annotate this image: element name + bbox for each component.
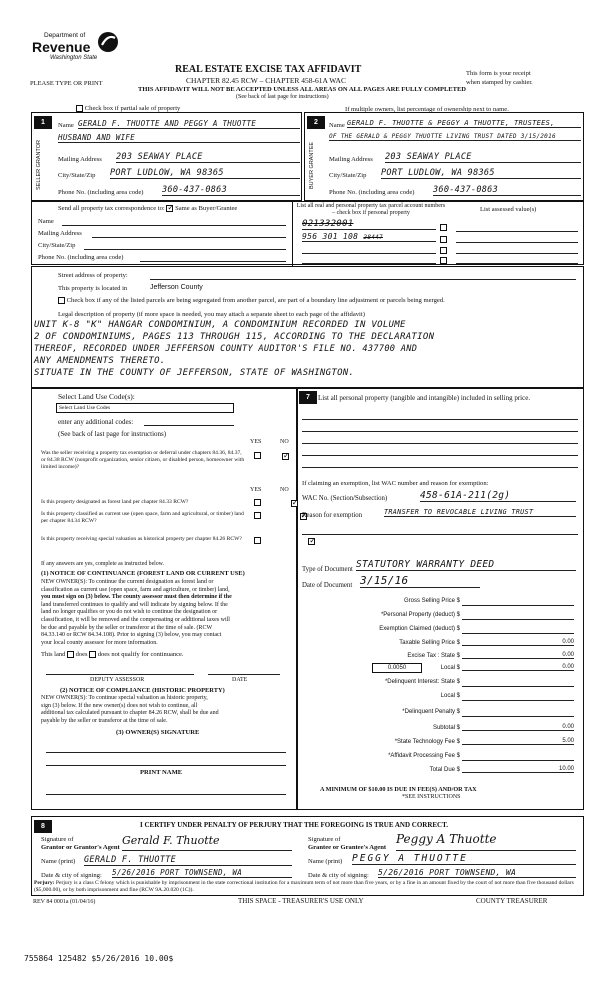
- yes-header-2: YES: [250, 487, 262, 493]
- personal-line-4[interactable]: [302, 455, 578, 456]
- notice1-line-e: land no longer qualifies or you do not wish to continue the designation or: [41, 609, 218, 616]
- delinq-state-field[interactable]: [462, 686, 574, 687]
- parcel-3[interactable]: [302, 253, 436, 254]
- grantor-name-label: Name (print): [41, 858, 76, 865]
- notice1-title: (1) NOTICE OF CONTINUANCE (FOREST LAND OR CURRENT USE): [41, 570, 245, 577]
- revenue-logo: [30, 32, 130, 68]
- form-warning: THIS AFFIDAVIT WILL NOT BE ACCEPTED UNLESS ALL AREAS ON ALL PAGES ARE FULLY COMPLETED: [138, 86, 466, 93]
- personal-line-1[interactable]: [302, 419, 578, 420]
- dept-text: Department of: [44, 32, 86, 39]
- minimum-note: A MINIMUM OF $10.00 IS DUE IN FEE(S) AND/OR TAX: [320, 786, 477, 793]
- land-use-section: [31, 388, 297, 810]
- sec8-number: 8: [34, 820, 52, 833]
- doc-date-label: Date of Document: [302, 582, 353, 589]
- assessed-value-3[interactable]: [456, 253, 578, 254]
- doc-type-value[interactable]: STATUTORY WARRANTY DEED: [356, 559, 576, 571]
- same-as-buyer-checkbox[interactable]: [166, 205, 173, 212]
- owner-sig-label: (3) OWNER(S) SIGNATURE: [116, 729, 200, 736]
- seller-mail-label: Mailing Address: [58, 156, 102, 163]
- deputy-label: DEPUTY ASSESSOR: [90, 677, 145, 683]
- q2-text: Is this property designated as forest land per chapter 84.33 RCW?: [41, 499, 189, 505]
- continuance-row: [41, 651, 184, 658]
- buyer-city-label: City/State/Zip: [329, 172, 367, 179]
- receipt-note-2: when stamped by cashier.: [466, 79, 533, 86]
- notice2-line-c: additional tax calculated pursuant to chapter 84.26 RCW, shall be due and: [41, 710, 219, 717]
- gross-label: Gross Selling Price $: [403, 598, 460, 604]
- correspondence-text: Send all property tax correspondence to:: [58, 205, 165, 213]
- exemption-label: If claiming an exemption, list WAC number and reason for exemption:: [302, 480, 489, 487]
- seller-city-label: City/State/Zip: [58, 172, 96, 179]
- yes-header-1: YES: [250, 439, 262, 445]
- street-field[interactable]: [150, 279, 576, 280]
- notice1-line-d: land transferred continues to qualify and will indicate by signing below. If the: [41, 601, 228, 608]
- legal-label: Legal description of property (if more space is needed, you may attach a separate sheet to each page of the affidavit): [58, 311, 365, 318]
- buyer-side-label: BUYER GRANTEE: [309, 141, 315, 189]
- section-8: [31, 816, 584, 896]
- print-name-line[interactable]: [46, 794, 286, 795]
- assessed-header: List assessed value(s): [480, 206, 537, 213]
- seller-name-line1[interactable]: GERALD F. THUOTTE AND PEGGY A THUOTTE: [78, 119, 300, 129]
- grantor-name[interactable]: GERALD F. THUOTTE: [84, 855, 292, 866]
- personal-line-2[interactable]: [302, 431, 578, 432]
- parcel-3-personal-checkbox[interactable]: [440, 247, 447, 254]
- local-label: Local $: [440, 665, 460, 671]
- form-chapter: CHAPTER 82.45 RCW – CHAPTER 458-61A WAC: [186, 76, 346, 85]
- subtotal-label: Subtotal $: [432, 725, 460, 731]
- buyer-name-line1[interactable]: GERALD F. THUOTTE & PEGGY A THUOTTE, TRUSTEES,: [347, 119, 581, 128]
- form-title: REAL ESTATE EXCISE TAX AFFIDAVIT: [175, 64, 362, 75]
- parcel-divider: [292, 202, 293, 266]
- land-use-select-label: Select Land Use Code(s):: [58, 392, 135, 401]
- buyer-name-label: Name: [329, 122, 345, 129]
- grantee-signature[interactable]: [396, 832, 576, 851]
- agency-text: Revenue: [32, 39, 91, 55]
- excise-state-value[interactable]: 0.00: [462, 652, 574, 659]
- grantee-name[interactable]: PEGGY A THUOTTE: [352, 853, 576, 865]
- taxable-label: Taxable Selling Price $: [399, 640, 460, 646]
- additional-codes-label: enter any additional codes:: [58, 418, 134, 426]
- notice2-body: [41, 695, 291, 725]
- buyer-name-line2[interactable]: OF THE GERALD & PEGGY THUOTTE LIVING TRUST DATED 3/15/2016: [329, 133, 581, 141]
- corr-mail-field[interactable]: [92, 237, 286, 238]
- wac-value[interactable]: 458-61A-211(2g): [420, 490, 576, 502]
- delinq-local-field[interactable]: [462, 700, 574, 701]
- seller-number: 1: [34, 116, 52, 129]
- correspondence-label: [58, 205, 237, 212]
- legal-line-5[interactable]: SITUATE IN THE COUNTY OF JEFFERSON, STATE OF WASHINGTON.: [34, 368, 355, 378]
- delinq-penalty-field[interactable]: [462, 716, 574, 717]
- seller-phone-label: Phone No. (including area code): [58, 189, 144, 196]
- section-7: [297, 388, 584, 810]
- buyer-city[interactable]: PORT LUDLOW, WA 98365: [381, 168, 581, 179]
- personal-line-5[interactable]: [302, 467, 578, 468]
- this-land-label: This land: [41, 651, 66, 658]
- buyer-phone-label: Phone No. (including area code): [329, 189, 415, 196]
- q1-no-checkbox[interactable]: [282, 453, 289, 460]
- total-value[interactable]: 10.00: [462, 766, 574, 773]
- parcel-1-number: 956 301 108: [302, 232, 359, 241]
- corr-name-label: Name: [38, 218, 54, 225]
- land-use-select-value: Select Land Use Codes: [59, 405, 111, 411]
- notice2-line-b: sign (3) below. If the new owner(s) does not wish to continue, all: [41, 702, 198, 709]
- does-label: does: [75, 651, 88, 658]
- reason-line-2[interactable]: [302, 534, 578, 535]
- corr-mail-label: Mailing Address: [38, 230, 82, 237]
- segregated-row: [58, 297, 445, 304]
- grantee-sig-label-b: Grantee or Grantee's Agent: [308, 844, 387, 851]
- parcel-1-suffix: 28447: [363, 234, 383, 241]
- exemption-ded-field[interactable]: [462, 633, 574, 634]
- notice1-line-f: classification, it will be removed and the compensating or additional taxes will: [41, 616, 230, 623]
- personal-property-label: List all personal property (tangible and intangible) included in selling price.: [318, 394, 531, 402]
- no-header-2: NO: [280, 487, 289, 493]
- form-see-back: (See back of last page for instructions): [236, 94, 329, 100]
- excise-state-label: Excise Tax : State $: [407, 653, 460, 659]
- seller-name-line2[interactable]: HUSBAND AND WIFE: [58, 133, 300, 143]
- q3-text: Is this property classified as current use (open space, farm and agricultural, or timber) land per chapter 84.34 RCW?: [41, 511, 244, 524]
- sec7-number: 7: [299, 391, 317, 404]
- buyer-section: [304, 112, 584, 201]
- delinq-penalty-label: *Delinquent Penalty $: [402, 709, 460, 715]
- parcel-1-personal-checkbox[interactable]: [440, 224, 447, 231]
- doc-type-label: Type of Document: [302, 566, 353, 573]
- parcel-2-personal-checkbox[interactable]: [440, 236, 447, 243]
- notice2-title: (2) NOTICE OF COMPLIANCE (HISTORIC PROPERTY): [60, 687, 225, 694]
- assessed-value-4[interactable]: [456, 263, 578, 264]
- corr-city-field[interactable]: [84, 249, 286, 250]
- reason-value[interactable]: TRANSFER TO REVOCABLE LIVING TRUST: [384, 508, 576, 517]
- assessed-value-1[interactable]: [456, 231, 578, 232]
- state-text: Washington State: [50, 55, 98, 61]
- assessed-value-2[interactable]: [456, 242, 578, 243]
- buyer-mail-label: Mailing Address: [329, 156, 373, 163]
- total-label: Total Due $: [429, 767, 460, 773]
- buyer-phone[interactable]: 360-437-0863: [433, 185, 581, 196]
- taxable-value[interactable]: 0.00: [462, 639, 574, 646]
- grantor-signature-text: Gerald F. Thuotte: [122, 834, 220, 847]
- partial-sale-row: [76, 104, 180, 112]
- corr-name-field[interactable]: [62, 225, 286, 226]
- grantee-date-label: Date & city of signing:: [308, 872, 369, 879]
- seller-mail[interactable]: 203 SEAWAY PLACE: [116, 152, 300, 163]
- receipt-stamp: 755864 125482 $5/26/2016 10.00$: [24, 954, 174, 963]
- county-value[interactable]: Jefferson County: [150, 284, 203, 291]
- qualify-label: qualify for continuance.: [121, 651, 184, 658]
- owner-sig-line-2[interactable]: [46, 765, 286, 766]
- local-value[interactable]: 0.00: [462, 664, 574, 671]
- buyer-mail[interactable]: 203 SEAWAY PLACE: [385, 152, 581, 163]
- does-checkbox[interactable]: [67, 651, 74, 658]
- tech-fee-label: *State Technology Fee $: [394, 739, 460, 745]
- personal-line-3[interactable]: [302, 443, 578, 444]
- partial-sale-label: Check box if partial sale of property: [84, 105, 181, 112]
- seller-side-label: SELLER GRANTOR: [36, 139, 42, 191]
- gross-field[interactable]: [462, 605, 574, 606]
- reason-label: Reason for exemption: [302, 512, 363, 519]
- grantor-sig-label-a: Signature of: [41, 836, 74, 843]
- doc-date-value[interactable]: 3/15/16: [360, 574, 480, 588]
- notice1-line-a: NEW OWNER(S): To continue the current designation as forest land or: [41, 579, 214, 585]
- grantor-date-label: Date & city of signing:: [41, 872, 102, 879]
- type-or-print: PLEASE TYPE OR PRINT: [30, 80, 103, 87]
- parcel-1[interactable]: [302, 232, 436, 242]
- partial-sale-checkbox[interactable]: [76, 105, 83, 112]
- buyer-number: 2: [307, 116, 325, 129]
- delinq-local-label: Local $: [440, 693, 460, 699]
- legal-line-1[interactable]: UNIT K-8 "K" HANGAR CONDOMINIUM, A CONDOMINIUM RECORDED IN VOLUME: [34, 320, 406, 330]
- county-treasurer: COUNTY TREASURER: [476, 897, 548, 905]
- grantor-sig-label-b: Grantor or Grantor's Agent: [41, 844, 120, 851]
- if-yes-text: If any answers are yes, complete as instructed below.: [41, 561, 164, 567]
- local-rate-box[interactable]: 0.0050: [372, 663, 422, 673]
- treasurer-space: THIS SPACE - TREASURER'S USE ONLY: [238, 897, 364, 905]
- parcel-4[interactable]: [302, 263, 436, 264]
- receipt-note: This form is your receipt: [466, 70, 531, 77]
- grantee-signature-text: Peggy A Thuotte: [396, 832, 497, 846]
- owner-sig-line-1[interactable]: [46, 752, 286, 753]
- seller-section: [31, 112, 302, 201]
- subtotal-value[interactable]: 0.00: [462, 724, 574, 731]
- property-section: [31, 266, 584, 388]
- grantee-sig-label-a: Signature of: [308, 836, 341, 843]
- deputy-sig-line[interactable]: [46, 674, 194, 675]
- perjury-body: Perjury is a class C felony which is punishable by imprisonment in the state correctional institution for a maximum term of not more than five years, or by a fine in an amount fixed by the court of not more than five thousand dollars ($5,000.00), or by both imprisonment and fine (RCW 9A.20.020 (1C)).: [34, 880, 574, 893]
- notice1-body: [41, 579, 291, 647]
- q2-yes-checkbox[interactable]: [254, 499, 261, 506]
- land-use-see-back: (See back of last page for instructions): [58, 430, 167, 438]
- correspondence-section: [31, 201, 584, 265]
- grantor-signature[interactable]: [122, 834, 292, 851]
- affidavit-fee-field[interactable]: [462, 760, 574, 761]
- same-as-buyer-label: Same as Buyer/Grantee: [175, 205, 238, 213]
- deputy-date-label: DATE: [232, 677, 248, 683]
- q4-yes-checkbox[interactable]: [254, 537, 261, 544]
- additional-codes-field[interactable]: [144, 425, 234, 426]
- notice2-line-a: NEW OWNER(S): To continue special valuation as historic property,: [41, 695, 208, 701]
- q1-text: Was the seller receiving a property tax exemption or deferral under chapters 84.36, 84.37, or 84.38 RCW (nonprofit organization, senior citizen, or disabled person, homeowner with limited income)?: [41, 450, 245, 470]
- corr-phone-field[interactable]: [140, 261, 286, 262]
- q1-yes-checkbox[interactable]: [254, 452, 261, 459]
- perjury-text: [34, 880, 582, 894]
- land-use-select[interactable]: [56, 403, 234, 413]
- grantee-name-label: Name (print): [308, 858, 343, 865]
- personal-ded-label: *Personal Property (deduct) $: [380, 612, 460, 618]
- no-header-1: NO: [280, 439, 289, 445]
- does-not-checkbox[interactable]: [89, 651, 96, 658]
- exemption-ded-label: Exemption Claimed (deduct) $: [379, 626, 460, 632]
- multiple-owners-note: If multiple owners, list percentage of ownership next to name.: [345, 106, 509, 113]
- corr-phone-label: Phone No. (including area code): [38, 254, 124, 261]
- seller-city[interactable]: PORT LUDLOW, WA 98365: [110, 168, 300, 179]
- corr-city-label: City/State/Zip: [38, 242, 76, 249]
- perjury-label: Perjury:: [34, 880, 55, 886]
- notice1-line-c: you must sign on (3) below. The county assessor must then determine if the: [41, 594, 232, 601]
- parcel-4-personal-checkbox[interactable]: [440, 257, 447, 264]
- logo-swoosh-icon: [96, 30, 120, 54]
- delinq-state-label: *Delinquent Interest: State $: [384, 679, 460, 685]
- notice1-line-b: classification as current use (open space, farm and agriculture, or timber) land,: [41, 586, 230, 593]
- notice1-line-i: your local county assessor for more information.: [41, 639, 158, 646]
- rev-number: REV 84 0001a (01/04/16): [33, 899, 96, 905]
- notice2-line-d: payable by the seller or transferor at the time of sale.: [41, 717, 168, 724]
- legal-line-4[interactable]: ANY AMENDMENTS THERETO.: [34, 356, 166, 366]
- grantee-date[interactable]: 5/26/2016 PORT TOWNSEND, WA: [378, 868, 576, 878]
- segregated-checkbox[interactable]: [58, 297, 65, 304]
- affidavit-fee-label: *Affidavit Processing Fee $: [388, 753, 460, 759]
- parcel-header: List all real and personal property tax parcel account numbers – check box if personal property: [296, 203, 446, 216]
- located-label: This property is located in: [58, 285, 128, 292]
- q4-text: Is this property receiving special valuation as historical property per chapter 84.26 RCW?: [41, 536, 242, 542]
- notice1-line-h: 84.33.140 or RCW 84.34.108). Prior to signing (3) below, you may contact: [41, 632, 222, 639]
- notice1-line-g: be due and payable by the seller or transferor at the time of sale. (RCW: [41, 624, 213, 631]
- q3-yes-checkbox[interactable]: [254, 512, 261, 519]
- personal-ded-field[interactable]: [462, 619, 574, 620]
- see-instructions: *SEE INSTRUCTIONS: [402, 794, 461, 800]
- wac-label: WAC No. (Section/Subsection): [302, 495, 388, 502]
- print-name-label: PRINT NAME: [140, 769, 183, 776]
- legal-line-2[interactable]: 2 OF CONDOMINIUMS, PAGES 113 THROUGH 115, ACCORDING TO THE DECLARATION: [34, 332, 435, 342]
- grantor-date[interactable]: 5/26/2016 PORT TOWNSEND, WA: [112, 868, 292, 878]
- street-label: Street address of property:: [58, 272, 128, 279]
- segregated-label: Check box if any of the listed parcels are being segregated from another parcel, are part of a boundary line adjustment or parcels being merged.: [66, 297, 445, 305]
- tech-fee-value[interactable]: 5.00: [462, 738, 574, 745]
- deputy-date-line[interactable]: [208, 674, 280, 675]
- certify-text: I CERTIFY UNDER PENALTY OF PERJURY THAT THE FOREGOING IS TRUE AND CORRECT.: [140, 821, 449, 829]
- does-not-label: does not: [97, 651, 120, 658]
- legal-line-3[interactable]: THEREOF, RECORDED UNDER JEFFERSON COUNTY AUDITOR'S FILE NO. 437700 AND: [34, 344, 418, 354]
- seller-name-label: Name: [58, 122, 74, 129]
- parcel-struck[interactable]: 021332001: [302, 219, 436, 230]
- seller-phone[interactable]: 360-437-0863: [162, 185, 300, 196]
